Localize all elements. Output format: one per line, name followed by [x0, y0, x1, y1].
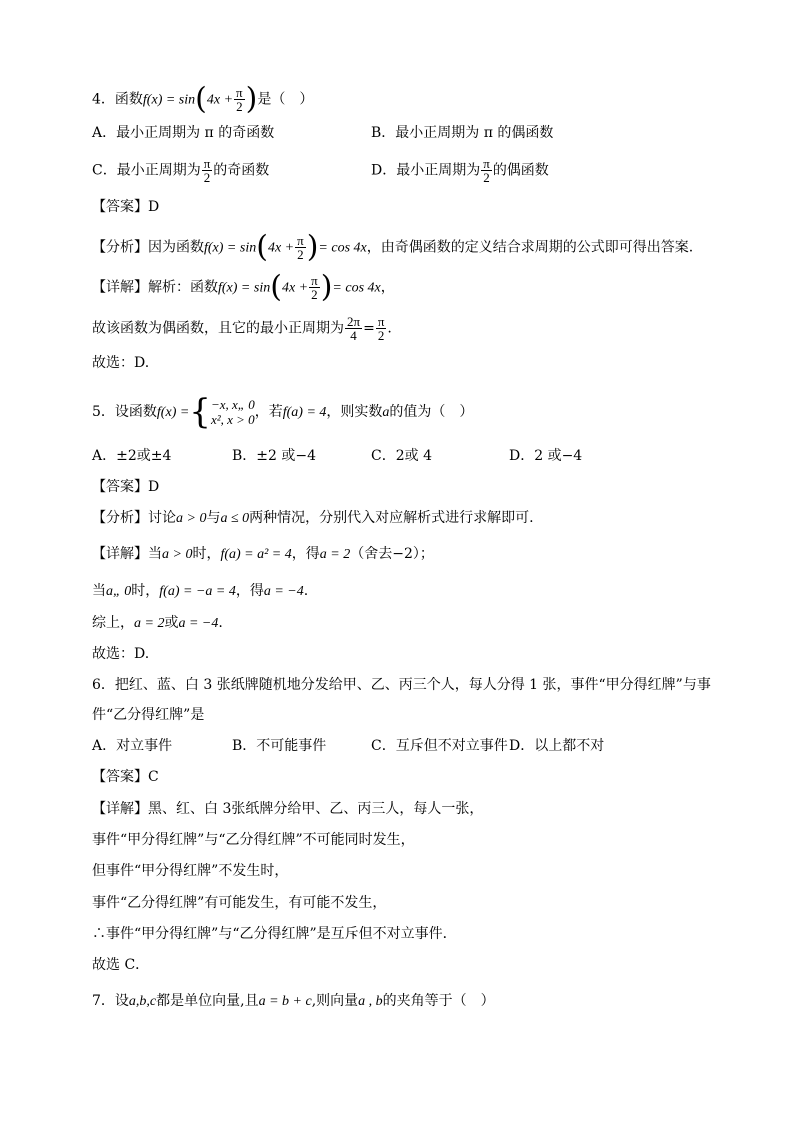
frac-num: π: [203, 156, 211, 171]
q6-opt-d: D．以上都不对: [509, 738, 605, 754]
right-paren-icon: ): [245, 81, 258, 117]
q5-choice: [92, 644, 149, 664]
frac-den: 2: [203, 170, 211, 185]
q5-detail2-pre: 当: [92, 583, 106, 599]
q5-opt-d: D．2 或−4: [509, 448, 583, 464]
frac-num: 2π: [347, 314, 361, 329]
q5-stem-end: 的值为（ ）: [389, 404, 474, 420]
q6-detail1: [92, 799, 483, 819]
q5-opt-b: B．±2 或−4: [232, 448, 317, 464]
q7-stem-mid: 都是单位向量,且: [156, 993, 259, 1009]
q7-stem: [92, 991, 495, 1012]
q5-analysis-c2: a ≤ 0: [220, 511, 250, 526]
q6-opt-b: B．不可能事件: [232, 738, 327, 754]
q4-answer-text: 【答案】D: [92, 199, 160, 215]
q4-detail: [92, 269, 395, 305]
q5-analysis-pre: 【分析】讨论: [92, 510, 176, 526]
q4-arg: 4x +: [206, 92, 234, 108]
q4-analysis-func: f(x) = sin: [204, 240, 257, 256]
q5-detail2-res: a = −4: [263, 584, 304, 599]
q4-opt-c-frac: [202, 157, 213, 184]
q6-stem-line2: [92, 705, 204, 725]
q5-summary-b: a = −4: [178, 616, 219, 631]
q6-detail2: [92, 830, 415, 850]
q4-answer: [92, 197, 159, 217]
q5-opt-a: A．±2或±4: [92, 448, 172, 464]
frac-den: 4: [350, 328, 357, 343]
q4-func: f(x) = sin: [142, 92, 196, 108]
q5-func: f(x) =: [156, 405, 190, 420]
q6-detail4-text: 事件“乙分得红牌”有可能发生，有可能不发生，: [92, 895, 387, 911]
q6-detail5: [92, 924, 457, 944]
q7-eq: a = b + c: [258, 994, 312, 1009]
q4-equals: =: [363, 320, 375, 337]
q5-case1: −x, x„ 0: [210, 397, 255, 412]
q6-opt-a: A．对立事件: [92, 738, 173, 754]
q4-detail-arg: 4x +: [281, 280, 309, 296]
q4-choice-text: 故选：D.: [92, 355, 150, 371]
q5-stem-prefix: 5．设函数: [92, 404, 157, 420]
q5-detail1-eq: f(a) = a² = 4: [220, 547, 292, 562]
q5-stem-suffix: ，则实数: [326, 404, 383, 420]
q5-detail2-cond: a„ 0: [106, 584, 132, 599]
frac-den: 2: [377, 328, 385, 343]
q4-opt-b-text: B．最小正周期为 π 的偶函数: [371, 125, 554, 141]
q5-detail1: [92, 544, 434, 565]
q4-analysis-frac: [295, 234, 306, 261]
q4-stem: [92, 81, 314, 117]
frac-den: 2: [236, 99, 243, 114]
q4-choice: [92, 353, 149, 373]
q4-opt-c: [92, 157, 269, 184]
q4-analysis-post: ，由奇偶函数的定义结合求周期的公式即可得出答案.: [366, 239, 694, 256]
q5-detail1-mid: 时，: [192, 546, 221, 562]
q6-answer: [92, 767, 159, 787]
frac-den: 2: [311, 287, 318, 302]
q6-choice: [92, 955, 149, 975]
q5-stem-mid: ，若: [254, 404, 283, 420]
q5-detail2-eq: f(a) = −a = 4: [159, 584, 236, 599]
q5-opt-c: C．2或 4: [371, 448, 432, 464]
q4-conclusion-pre: 故该函数为偶函数，且它的最小正周期为: [92, 320, 344, 337]
frac-den: 2: [297, 247, 304, 262]
q5-analysis: [92, 508, 534, 529]
q4-detail-frac: [309, 274, 320, 301]
q4-opt-a: [92, 123, 274, 143]
q5-detail2-post: .: [303, 583, 309, 599]
left-paren-icon: (: [270, 269, 282, 305]
q5-analysis-post: 两种情况，分别代入对应解析式进行求解即可.: [249, 510, 534, 526]
frac-num: π: [236, 85, 243, 100]
q4-detail-post: ，: [380, 279, 395, 296]
q7-pair: a , b: [358, 994, 383, 1009]
q6-detail3-text: 但事件“甲分得红牌”不发生时，: [92, 863, 289, 879]
frac-num: π: [483, 156, 490, 171]
q5-summary-a: a = 2: [134, 616, 165, 631]
q4-conclusion-frac2: [376, 315, 387, 342]
q6-detail2-text: 事件“甲分得红牌”与“乙分得红牌”不可能同时发生，: [92, 832, 415, 848]
q5-summary-post: .: [218, 615, 223, 631]
q7-stem-mid2: ,则向量: [311, 993, 359, 1009]
q4-stem-suffix: 是（ ）: [257, 91, 314, 108]
q4-detail-pre: 【详解】解析：函数: [92, 279, 218, 296]
right-paren-icon: ): [320, 269, 333, 305]
q5-cond: f(a) = 4: [282, 405, 327, 420]
q4-analysis-arg: 4x +: [267, 240, 295, 256]
q6-detail1-text: 【详解】黑、红、白 3张纸牌分给甲、乙、丙三人，每人一张，: [92, 801, 484, 817]
q5-case2: x², x > 0: [210, 412, 255, 427]
q5-detail1-mid2: ，得: [291, 546, 320, 562]
q4-detail-func: f(x) = sin: [218, 280, 271, 296]
q4-conclusion: [92, 315, 392, 342]
q4-analysis: [92, 229, 694, 265]
q4-opt-d-post: 的偶函数: [492, 162, 549, 179]
q4-conclusion-frac1: [345, 315, 362, 342]
q4-opt-a-text: A．最小正周期为 π 的奇函数: [92, 125, 275, 141]
q5-detail1-cond: a > 0: [162, 547, 193, 562]
q5-detail1-post: （舍去−2）；: [350, 546, 434, 562]
frac-den: 2: [483, 170, 490, 185]
q5-detail2: [92, 581, 308, 602]
q4-opt-c-post: 的奇函数: [213, 162, 270, 179]
q4-opt-c-pre: C．最小正周期为: [92, 162, 201, 179]
q6-stem-line1: [92, 675, 711, 695]
q5-summary-mid: 或: [164, 615, 179, 631]
q5-detail2-mid2: ，得: [235, 583, 264, 599]
q5-choice-text: 故选：D.: [92, 646, 150, 662]
q6-detail4: [92, 893, 386, 913]
q4-analysis-pre: 【分析】因为函数: [92, 239, 204, 256]
q5-detail1-pre: 【详解】当: [92, 546, 162, 562]
q5-detail2-mid: 时，: [131, 583, 160, 599]
q5-analysis-c1: a > 0: [176, 511, 207, 526]
q7-stem-prefix: 7．设: [92, 993, 129, 1009]
left-paren-icon: (: [256, 229, 268, 265]
left-brace-icon: {: [189, 392, 211, 432]
q4-stem-prefix: 4．函数: [92, 91, 143, 108]
q4-opt-b: [371, 123, 553, 143]
q6-choice-text: 故选 C．: [92, 957, 150, 973]
q5-stem: [92, 392, 474, 432]
q5-detail1-res: a = 2: [319, 547, 351, 562]
q6-stem2: 件“乙分得红牌”是: [92, 707, 205, 723]
q4-analysis-eq: = cos 4x: [318, 240, 367, 256]
frac-num: π: [311, 273, 318, 288]
q5-summary-pre: 综上，: [92, 615, 134, 631]
frac-num: π: [377, 314, 385, 329]
q4-opt-d: [371, 157, 549, 184]
q4-frac: [234, 86, 245, 113]
q5-cases: [211, 397, 255, 427]
q6-detail3: [92, 861, 288, 881]
q5-answer: [92, 477, 159, 497]
frac-num: π: [297, 233, 304, 248]
q6-detail5-text: ∴事件“甲分得红牌”与“乙分得红牌”是互斥但不对立事件．: [92, 926, 457, 942]
q4-opt-d-frac: [481, 157, 492, 184]
q7-vecs: a,b,c: [128, 994, 157, 1009]
q7-stem-end: 的夹角等于（ ）: [382, 993, 495, 1009]
left-paren-icon: (: [195, 81, 207, 117]
q5-var: a: [382, 405, 390, 420]
q5-summary: [92, 613, 223, 634]
q4-opt-d-pre: D．最小正周期为: [371, 162, 481, 179]
q6-answer-text: 【答案】C: [92, 769, 159, 785]
q6-opt-c: C．互斥但不对立事件: [371, 738, 508, 754]
q5-answer-text: 【答案】D: [92, 479, 160, 495]
q4-detail-eq: = cos 4x: [332, 280, 381, 296]
q6-stem1: 6．把红、蓝、白 3 张纸牌随机地分发给甲、乙、丙三个人，每人分得 1 张，事件“甲分得红牌”与事: [92, 677, 711, 693]
right-paren-icon: ): [306, 229, 319, 265]
q5-analysis-mid: 与: [206, 510, 221, 526]
q4-period: .: [387, 320, 392, 337]
